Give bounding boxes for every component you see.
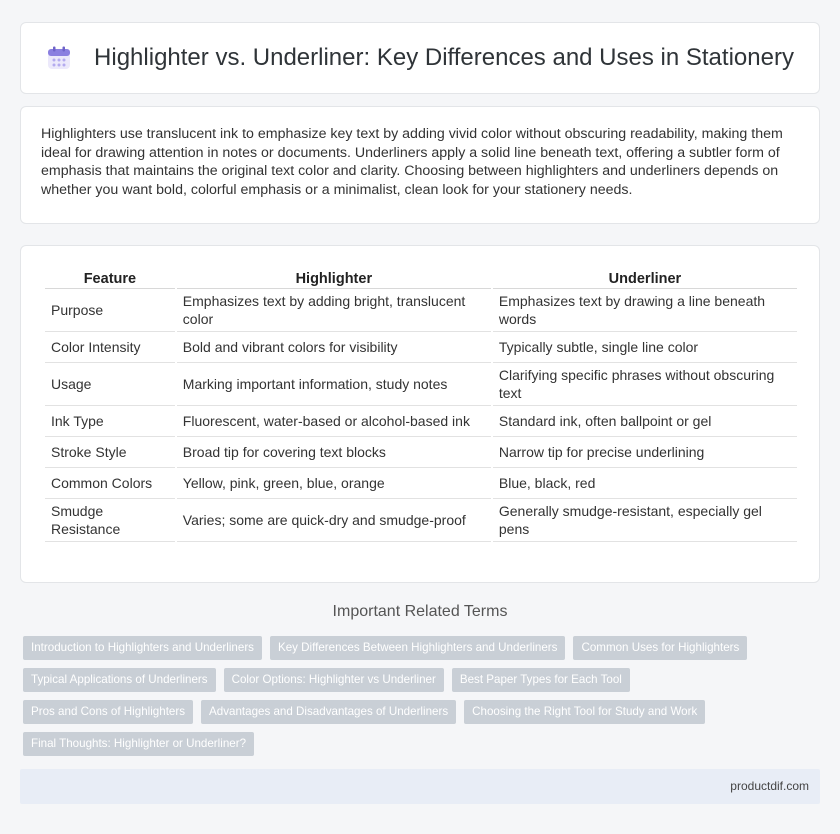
tag-row: [23, 732, 813, 756]
row-underliner: Narrow tip for precise underlining: [493, 437, 797, 468]
row-feature: Purpose: [45, 289, 175, 332]
table-row: [45, 499, 797, 542]
header-underliner: Underliner: [493, 268, 797, 289]
table-row: [45, 363, 797, 406]
related-term-tag[interactable]: Color Options: Highlighter vs Underliner: [224, 668, 444, 692]
table-header-row: [45, 268, 797, 289]
comparison-table: [43, 268, 799, 542]
table-row: [45, 289, 797, 332]
row-highlighter: Emphasizes text by adding bright, translucent color: [177, 289, 491, 332]
comparison-card: [20, 245, 820, 583]
related-term-tag[interactable]: Key Differences Between Highlighters and Underliners: [270, 636, 565, 660]
intro-paragraph: Highlighters use translucent ink to emphasize key text by adding vivid color without obscuring readability, making them ideal for drawing attention in notes or documents. Underliners apply a solid line beneath text, offering a subtler form of emphasis that maintains the original text color and clarity. Choosing between highlighters and underliners depends on whether you want bold, colorful emphasis or a minimalist, clean look for your stationery needs.: [41, 126, 783, 198]
row-feature: Ink Type: [45, 406, 175, 437]
row-underliner: Standard ink, often ballpoint or gel: [493, 406, 797, 437]
row-feature: Usage: [45, 363, 175, 406]
related-term-tag[interactable]: Introduction to Highlighters and Underliners: [23, 636, 262, 660]
row-underliner: Typically subtle, single line color: [493, 332, 797, 363]
tag-row: [23, 636, 813, 660]
row-underliner: Blue, black, red: [493, 468, 797, 499]
related-term-tag[interactable]: Final Thoughts: Highlighter or Underliner?: [23, 732, 254, 756]
related-terms-heading: Important Related Terms: [332, 603, 508, 620]
related-term-tag[interactable]: Pros and Cons of Highlighters: [23, 700, 193, 724]
tag-row: [23, 668, 813, 692]
page-title: Highlighter vs. Underliner: Key Differences and Uses in Stationery: [94, 44, 794, 71]
table-row: [45, 332, 797, 363]
row-feature: Smudge Resistance: [45, 499, 175, 542]
row-underliner: Generally smudge-resistant, especially gel pens: [493, 499, 797, 542]
row-highlighter: Marking important information, study notes: [177, 363, 491, 406]
header-card: [20, 22, 820, 94]
row-feature: Stroke Style: [45, 437, 175, 468]
row-feature: Common Colors: [45, 468, 175, 499]
row-underliner: Emphasizes text by drawing a line beneath words: [493, 289, 797, 332]
row-highlighter: Fluorescent, water-based or alcohol-based ink: [177, 406, 491, 437]
row-highlighter: Broad tip for covering text blocks: [177, 437, 491, 468]
related-term-tag[interactable]: Best Paper Types for Each Tool: [452, 668, 630, 692]
table-row: [45, 468, 797, 499]
calendar-icon: [46, 45, 72, 71]
footer-site-link[interactable]: productdif.com: [730, 779, 809, 793]
related-terms-list: [23, 636, 813, 764]
related-term-tag[interactable]: Advantages and Disadvantages of Underliners: [201, 700, 456, 724]
tag-row: [23, 700, 813, 724]
intro-card: [20, 106, 820, 224]
row-feature: Color Intensity: [45, 332, 175, 363]
header-highlighter: Highlighter: [177, 268, 491, 289]
row-highlighter: Yellow, pink, green, blue, orange: [177, 468, 491, 499]
related-term-tag[interactable]: Typical Applications of Underliners: [23, 668, 216, 692]
row-highlighter: Bold and vibrant colors for visibility: [177, 332, 491, 363]
table-row: [45, 437, 797, 468]
row-underliner: Clarifying specific phrases without obscuring text: [493, 363, 797, 406]
header-feature: Feature: [45, 268, 175, 289]
related-term-tag[interactable]: Common Uses for Highlighters: [573, 636, 747, 660]
footer: [20, 769, 820, 804]
related-term-tag[interactable]: Choosing the Right Tool for Study and Work: [464, 700, 705, 724]
table-row: [45, 406, 797, 437]
row-highlighter: Varies; some are quick-dry and smudge-proof: [177, 499, 491, 542]
